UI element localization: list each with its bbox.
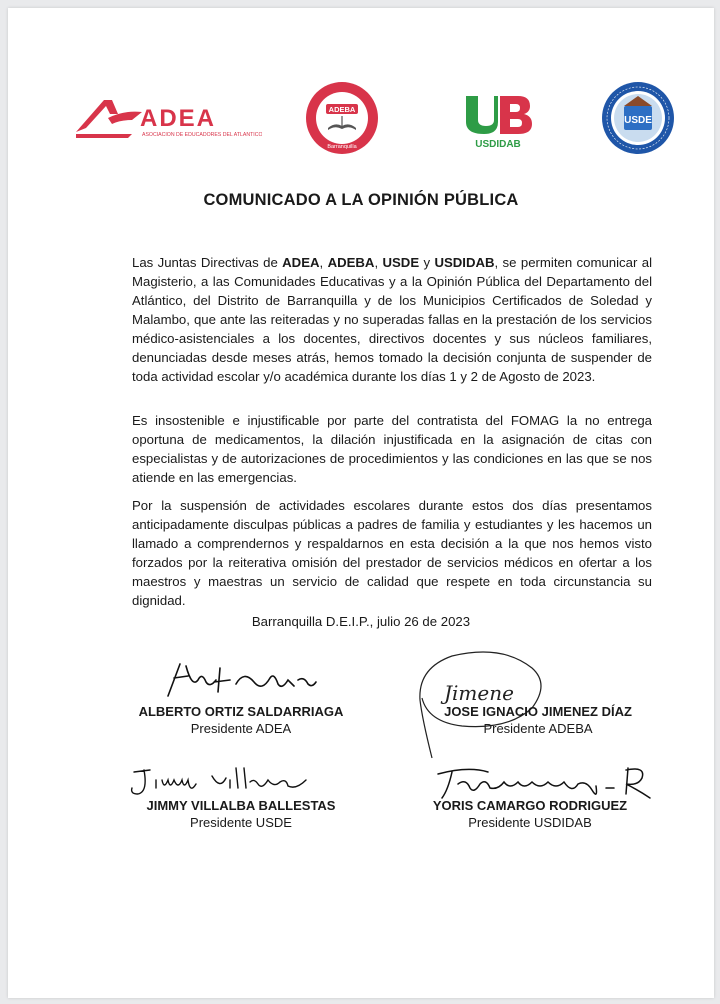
signer-role: Presidente USDE (190, 815, 292, 830)
paragraph-3: Por la suspensión de actividades escolares durante estos dos días presentamos anticipadamente disculpas públicas a padres de familia y estudiantes y les hacemos un llamado a comprendernos y respaldarnos en esta decisión a la que nos hemos visto forzados por la reiterativa omisión del prestador de servicios médicos en ofertar a los maestros y maestras un servicio de calidad que respete en toda circunstancia su dignidad. (132, 498, 652, 608)
signer-role: Presidente USDIDAB (468, 815, 592, 830)
document-page (8, 8, 714, 998)
adea-logo-mark (72, 94, 262, 144)
signature-block-adeba (428, 704, 648, 736)
usdidab-mark (458, 92, 538, 150)
svg-text:ADEA: ADEA (140, 105, 217, 132)
org-adeba: ADEBA (327, 255, 375, 270)
signature-block-usde (126, 798, 356, 830)
signature-block-usdidab (420, 798, 640, 830)
usde-logo (600, 80, 676, 156)
svg-text:ADEBA: ADEBA (328, 105, 356, 114)
svg-text:Barranquilla: Barranquilla (327, 144, 357, 150)
signature-block-adea (126, 704, 356, 736)
signature-jimmy-villalba (126, 760, 356, 800)
signer-name: JIMMY VILLALBA BALLESTAS (146, 798, 336, 813)
paragraph-1-lead: Las Juntas Directivas de (132, 255, 283, 270)
paragraph-2: Es insostenible e injustificable por parte del contratista del FOMAG la no entrega oportuna de medicamentos, la dilación injustificada en la asignación de citas con especialistas y de autorizaciones de procedimientos y las condiciones en las que se nos atiende en las emergencias. (132, 413, 652, 485)
svg-text:USDE: USDE (624, 115, 652, 126)
signer-name: JOSE IGNACIO JIMENEZ DÍAZ (444, 704, 632, 719)
org-usde: USDE (382, 255, 420, 270)
date-line: Barranquilla D.E.I.P., julio 26 de 2023 (251, 614, 471, 629)
signer-role: Presidente ADEBA (483, 721, 593, 736)
svg-text:USDIDAB: USDIDAB (475, 139, 521, 150)
paragraph-1-rest: , se permiten comunicar al Magisterio, a las Comunidades Educativas y a la Opinión Pública del Departamento del Atlántico, del Distrito de Barranquilla y de los Municipios Certificados de Soledad y Malambo, que ante las reiteradas y no superadas fallas en la prestación de los servicios médico-asistenciales a los docentes, directivos docentes y sus núcleos familiares, denunciadas desde meses atrás, hemos tomado la decisión conjunta de suspender de toda actividad escolar y/o académica durante los días 1 y 2 de Agosto de 2023. (132, 255, 652, 384)
svg-text:ASOCIACION DE EDUCADORES DEL A: ASOCIACION DE EDUCADORES DEL ATLANTICO (142, 132, 262, 138)
signer-name: YORIS CAMARGO RODRIGUEZ (432, 798, 628, 813)
adeba-logo (304, 80, 380, 156)
usde-seal (600, 80, 676, 156)
signer-name: ALBERTO ORTIZ SALDARRIAGA (138, 704, 344, 719)
org-usdidab: USDIDAB (434, 255, 495, 270)
signature-alberto-ortiz (158, 658, 338, 700)
separator: , (319, 255, 328, 270)
adeba-seal (304, 80, 380, 156)
adea-logo (72, 94, 262, 144)
org-adea: ADEA (282, 255, 320, 270)
document-title: COMUNICADO A LA OPINIÓN PÚBLICA (203, 191, 519, 209)
paragraph-1 (132, 253, 652, 386)
separator: , (374, 255, 383, 270)
separator: y (419, 255, 435, 270)
usdidab-logo (458, 92, 538, 150)
signer-role: Presidente ADEA (190, 721, 292, 736)
signature-handwriting: Jimene (444, 681, 514, 705)
